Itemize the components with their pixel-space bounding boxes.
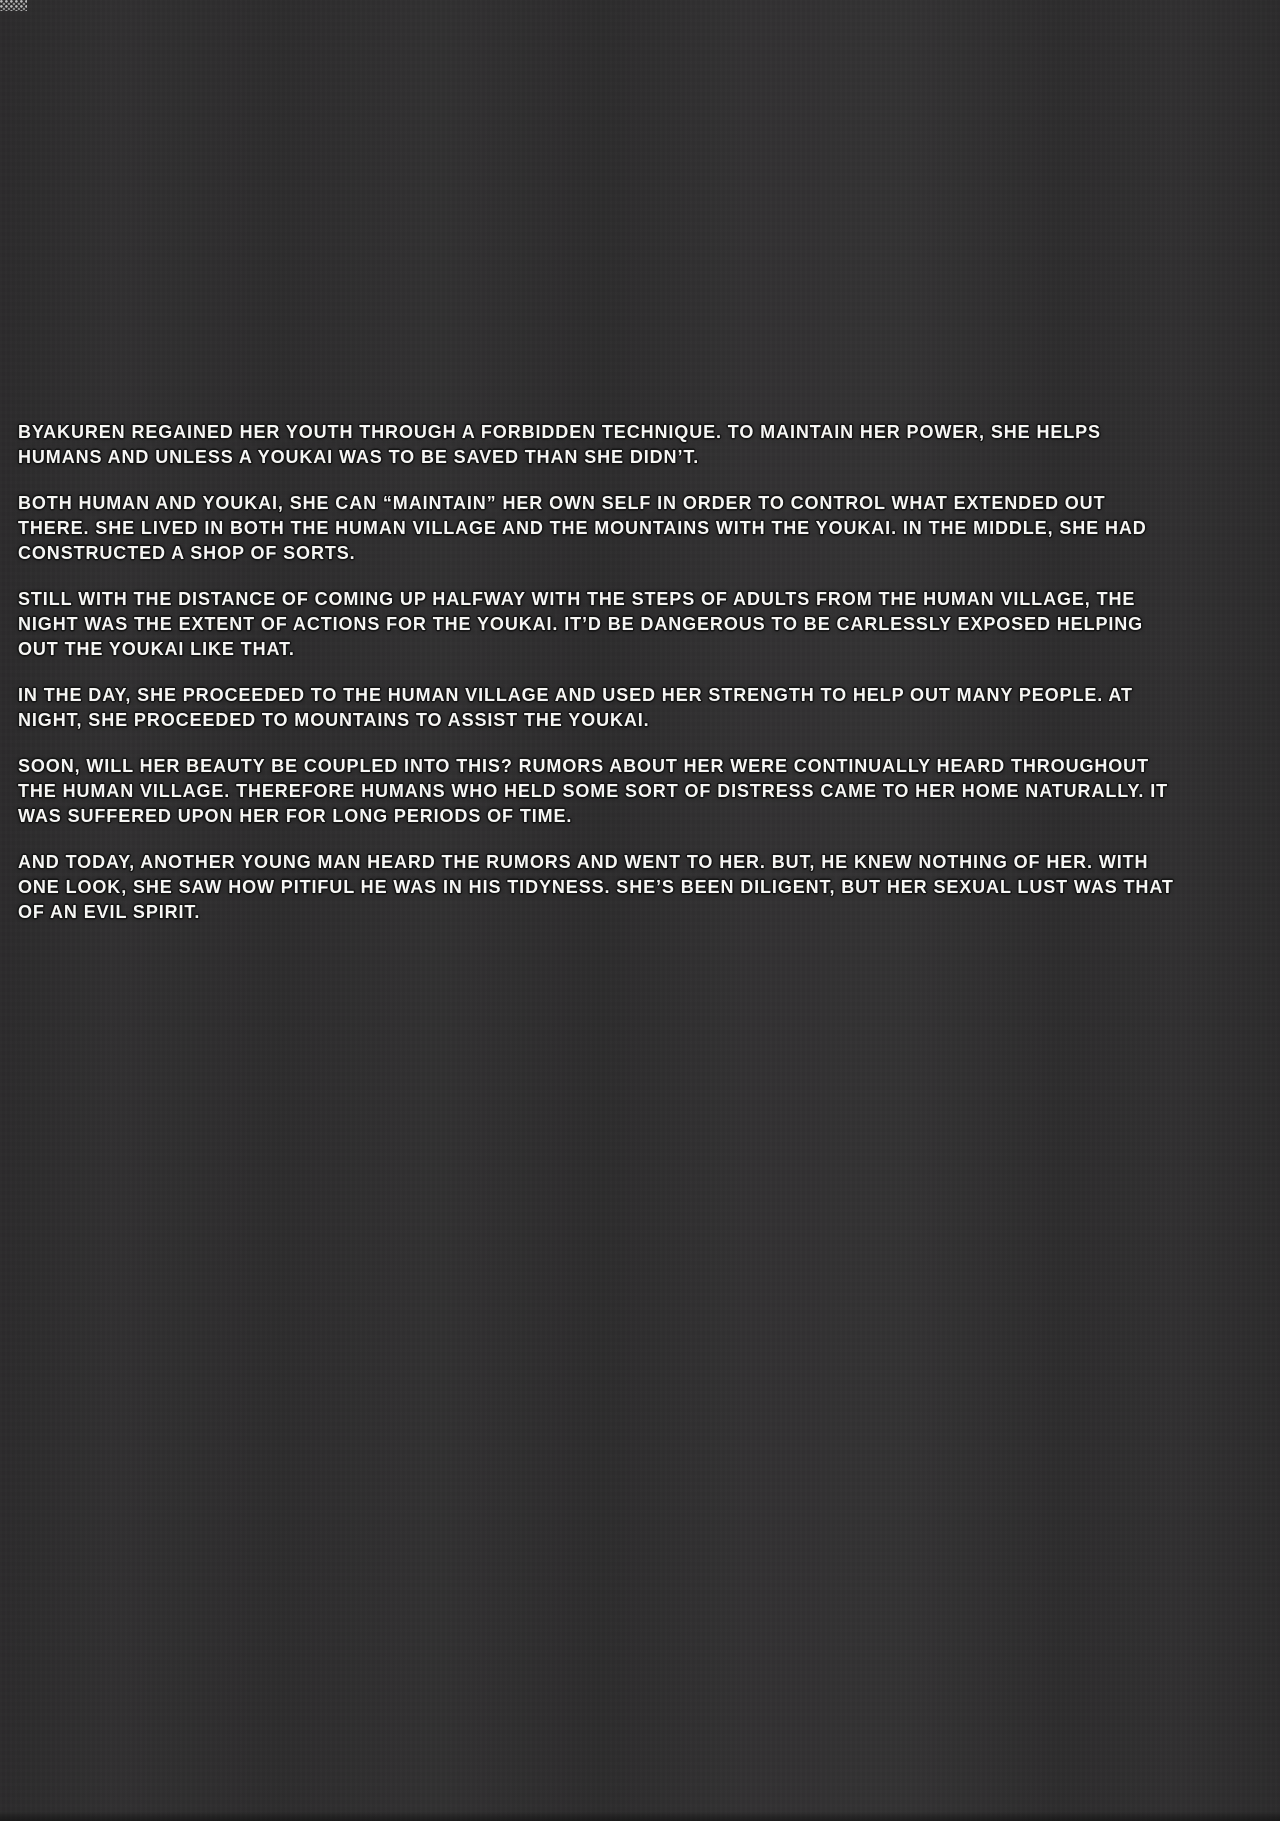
- story-line: BYAKUREN REGAINED HER YOUTH THROUGH A FORBIDDEN TECHNIQUE. TO MAINTAIN HER POWER, SHE HELPS: [18, 422, 1101, 442]
- story-line: CONSTRUCTED A SHOP OF SORTS.: [18, 543, 356, 563]
- story-line: BOTH HUMAN AND YOUKAI, SHE CAN “MAINTAIN” HER OWN SELF IN ORDER TO CONTROL WHAT EXTENDED OUT: [18, 493, 1106, 513]
- story-line: NIGHT, SHE PROCEEDED TO MOUNTAINS TO ASSIST THE YOUKAI.: [18, 710, 650, 730]
- story-line: OUT THE YOUKAI LIKE THAT.: [18, 639, 295, 659]
- story-line: SOON, WILL HER BEAUTY BE COUPLED INTO THIS? RUMORS ABOUT HER WERE CONTINUALLY HEARD THROUGHOUT: [18, 756, 1149, 776]
- story-line: WAS SUFFERED UPON HER FOR LONG PERIODS OF TIME.: [18, 806, 573, 826]
- story-line: THERE. SHE LIVED IN BOTH THE HUMAN VILLAGE AND THE MOUNTAINS WITH THE YOUKAI. IN THE MIDDLE, SHE HAD: [18, 518, 1147, 538]
- story-line: NIGHT WAS THE EXTENT OF ACTIONS FOR THE YOUKAI. IT’D BE DANGEROUS TO BE CARLESSLY EXPOSED HELPING: [18, 614, 1144, 634]
- story-line: OF AN EVIL SPIRIT.: [18, 902, 201, 922]
- story-line: IN THE DAY, SHE PROCEEDED TO THE HUMAN VILLAGE AND USED HER STRENGTH TO HELP OUT MANY PEOPLE. AT: [18, 685, 1133, 705]
- story-line: AND TODAY, ANOTHER YOUNG MAN HEARD THE RUMORS AND WENT TO HER. BUT, HE KNEW NOTHING OF HER. WITH: [18, 852, 1149, 872]
- story-line: HUMANS AND UNLESS A YOUKAI WAS TO BE SAVED THAN SHE DIDN’T.: [18, 447, 700, 467]
- story-text-block: [18, 399, 1268, 946]
- story-line: ONE LOOK, SHE SAW HOW PITIFUL HE WAS IN HIS TIDYNESS. SHE’S BEEN DILIGENT, BUT HER SEXUAL LUST WAS THAT: [18, 877, 1174, 897]
- halftone-corner-pattern: [0, 0, 27, 11]
- story-line: THE HUMAN VILLAGE. THEREFORE HUMANS WHO HELD SOME SORT OF DISTRESS CAME TO HER HOME NATURALLY. IT: [18, 781, 1168, 801]
- story-line: STILL WITH THE DISTANCE OF COMING UP HALFWAY WITH THE STEPS OF ADULTS FROM THE HUMAN VILLAGE, THE: [18, 589, 1136, 609]
